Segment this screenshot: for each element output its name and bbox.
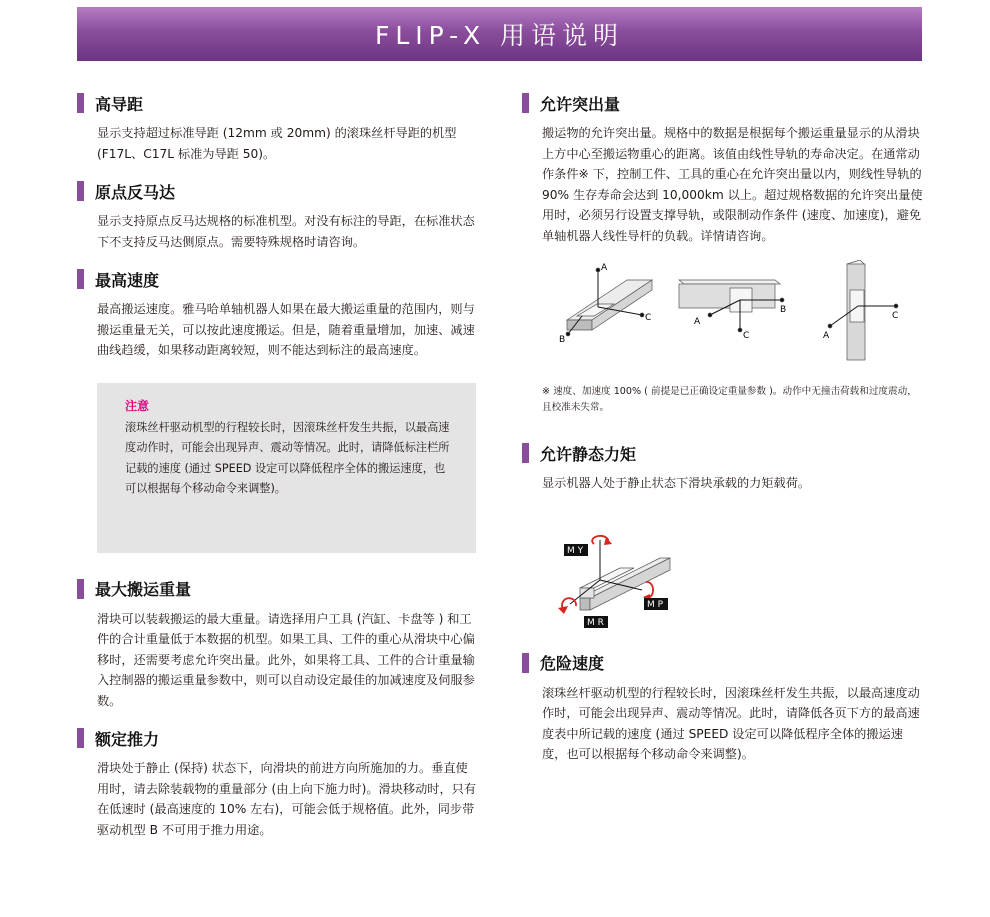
- label-c-3: C: [892, 311, 899, 321]
- section-body: 显示支持原点反马达规格的标准机型。对没有标注的导距，在标准状态下不支持反马达侧原点。需要特殊规格时请咨询。: [97, 214, 475, 249]
- overhang-figure-horizontal: [566, 268, 652, 336]
- section-marker: [522, 93, 529, 113]
- label-mr: M R: [587, 617, 604, 628]
- section-rated-thrust: [77, 727, 479, 840]
- label-c-1: C: [645, 313, 652, 323]
- section-danger-speed: [522, 652, 924, 765]
- label-a-3: A: [823, 331, 830, 341]
- section-marker: [77, 579, 84, 599]
- label-c-2: C: [743, 331, 750, 341]
- section-body: 滚珠丝杆驱动机型的行程较长时，因滚珠丝杆发生共振，以最高速度动作时，可能会出现异声、震动等情况。此时，请降低各页下方的最高速度表中所记载的速度 (通过 SPEED 设定可以降低程序全体的搬运速度，也可以根据每个移动命令来调整)。: [542, 685, 920, 761]
- section-static-moment: [522, 442, 924, 628]
- caution-box: [97, 383, 476, 553]
- section-body: 搬运物的允许突出量。规格中的数据是根据每个搬运重量显示的从滑块上方中心至搬运物重心的距离。该值由线性导轨的寿命决定。在通常动作条件※ 下，控制工件、工具的重心在允许突出量以内，则线性导轨的 90% 生存寿命会达到 10,000km 以上。超过规格数据的允许突出量使用时，必须另行设置支撑导轨，或限制动作条件 (速度、加速度)，避免单轴机器人线性导杆的负载。详情请咨询。: [542, 126, 923, 243]
- section-max-payload: [77, 578, 479, 712]
- section-header: [522, 652, 924, 674]
- section-header: [77, 578, 479, 600]
- label-mp: M P: [647, 599, 664, 610]
- label-a-1: A: [601, 263, 608, 273]
- section-header: [522, 442, 924, 464]
- label-b-1: B: [559, 335, 566, 345]
- section-lead-length: [77, 92, 479, 164]
- section-marker: [77, 728, 84, 748]
- section-header: [522, 92, 924, 114]
- static-moment-diagram: [542, 518, 692, 628]
- section-title: 危险速度: [540, 654, 605, 673]
- section-title: 高导距: [95, 94, 144, 114]
- right-column: [522, 92, 924, 765]
- section-marker: [522, 653, 529, 673]
- label-a-2: A: [694, 317, 701, 327]
- section-body: 滑块可以装载搬运的最大重量。请选择用户工具 (汽缸、卡盘等 ) 和工件的合计重量低于本数据的机型。如果工具、工件的重心从滑块中心偏移时，还需要考虑允许突出量。此外，如果将工具、工件的合计重量输入控制器的搬运重量参数中，则可以自动设定最佳的加减速度及伺服参数。: [97, 611, 475, 708]
- caution-title: 注意: [125, 398, 150, 413]
- section-marker: [77, 93, 84, 113]
- section-marker: [522, 443, 529, 463]
- left-column: [77, 92, 479, 840]
- title-banner: [77, 7, 922, 61]
- section-body: 显示支持超过标准导距 (12mm 或 20mm) 的滚珠丝杆导距的机型 (F17L、C17L 标准为导距 50)。: [97, 126, 457, 161]
- section-title: 允许静态力矩: [540, 444, 637, 464]
- section-marker: [77, 269, 84, 289]
- label-my: M Y: [567, 545, 584, 556]
- overhang-figure-vertical: [828, 260, 898, 360]
- section-header: [77, 92, 479, 114]
- section-header: [77, 268, 479, 290]
- section-title: 额定推力: [95, 729, 160, 749]
- section-title: 原点反马达: [95, 182, 176, 202]
- section-title: 允许突出量: [540, 94, 621, 114]
- section-body: 最高搬运速度。雅马哈单轴机器人如果在最大搬运重量的范围内，则与搬运重量无关，可以按此速度搬运。但是，随着重量增加，加速、减速曲线趋缓，如果移动距离较短，则不能达到标注的最高速度。: [97, 302, 475, 357]
- overhang-diagram: [542, 260, 922, 376]
- caution-body: 滚珠丝杆驱动机型的行程较长时，因滚珠丝杆发生共振，以最高速度动作时，可能会出现异声、震动等情况。此时，请降低标注栏所记载的速度 (通过 SPEED 设定可以降低程序全体的搬运速度，也可以根据每个移动命令来调整)。: [125, 420, 450, 495]
- label-b-2: B: [780, 305, 787, 315]
- section-overhang: [522, 92, 924, 416]
- section-marker: [77, 181, 84, 201]
- section-title: 最高速度: [95, 270, 160, 290]
- section-max-speed: [77, 268, 479, 361]
- section-header: [77, 180, 479, 202]
- overhang-footnote: ※ 速度、加速度 100% ( 前提是已正确设定重量参数 )。动作中无撞击荷载和过度震动，且校准未失常。: [542, 386, 917, 413]
- section-origin-motor: [77, 180, 479, 252]
- section-body: 滑块处于静止 (保持) 状态下，向滑块的前进方向所施加的力。垂直使用时，请去除装载物的重量部分 (由上向下施力时)。滑块移动时，只有在低速时 (最高速度的 10% 左右)，可能会低于规格值。此外，同步带驱动机型 B 不可用于推力用途。: [97, 761, 477, 837]
- section-header: [77, 727, 479, 749]
- page-title: FLIP-X 用语说明: [374, 21, 625, 50]
- section-body: 显示机器人处于静止状态下滑块承载的力矩载荷。: [542, 476, 811, 490]
- section-title: 最大搬运重量: [95, 580, 192, 599]
